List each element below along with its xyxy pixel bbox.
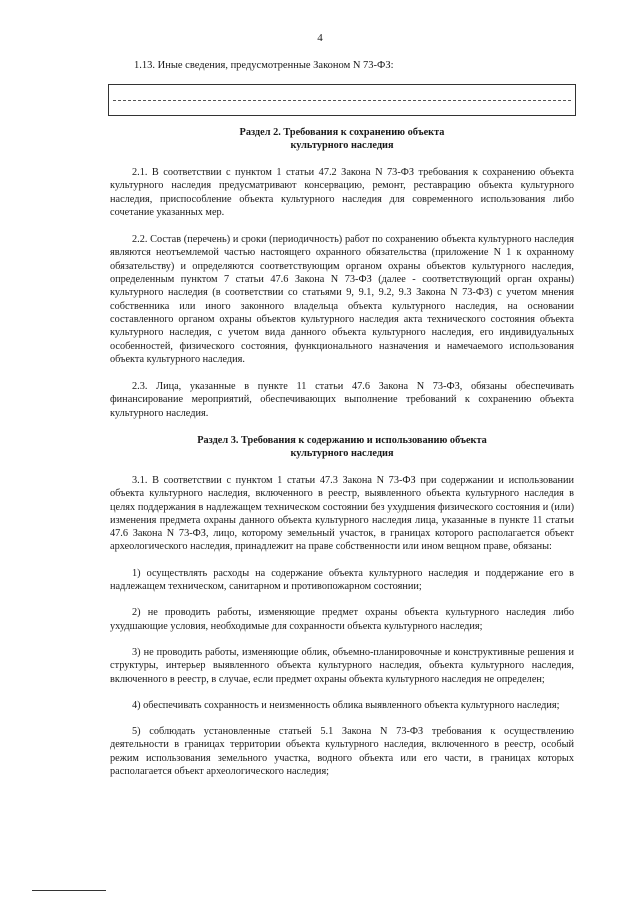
page-number: 4: [317, 32, 323, 44]
footnote-separator: [32, 890, 106, 891]
section-2-heading: Раздел 2. Требования к сохранению объекта культурного наследия: [239, 127, 445, 152]
section-3-body: [110, 474, 574, 778]
other-info-field[interactable]: [108, 84, 576, 116]
section-2: [110, 126, 574, 153]
list-item-3: 3) не проводить работы, изменяющие облик, объемно-планировочные и конструктивные решения и структуры, интерьер выявленного объекта культурного наследия, объекта культурного наследия, включенного в реестр, в случае, если предмет охраны объекта культурного наследия не определен;: [110, 646, 574, 685]
paragraph-2-2: 2.2. Состав (перечень) и сроки (периодичность) работ по сохранению объекта культурного наследия являются неотъемлемой частью настоящего охранного обязательства (приложение N 1 к охранному обязательству) и определяются соответствующим органом охраны объектов культурного наследия, определенным пунктом 7 статьи 47.6 Закона N 73-ФЗ (далее - соответствующий орган охраны) культурного наследия (в соответствии со статьями 9, 9.1, 9.2, 9.3 Закона N 73-ФЗ) с учетом мнения собственника или иного законного владельца объекта культурного наследия, на основании составленного органом охраны объектов культурного наследия акта технического состояния объекта культурного наследия, с учетом вида данного объекта культурного наследия, его индивидуальных особенностей, физического состояния, функционального назначения и намечаемого использования объекта культурного наследия.: [110, 234, 574, 365]
section-2-body: [110, 166, 574, 420]
section-3-heading: Раздел 3. Требования к содержанию и использованию объекта культурного наследия: [197, 435, 487, 460]
section-3: [110, 434, 574, 461]
paragraph-3-1: 3.1. В соответствии с пунктом 1 статьи 47.3 Закона N 73-ФЗ при содержании и использовании объекта культурного наследия, включенного в реестр, выявленного объекта культурного наследия в целях поддержания в надлежащем техническом состоянии без ухудшения физического состояния и (или) изменения предмета охраны данного объекта культурного наследия лица, указанные в пункте 11 статьи 47.6 Закона N 73-ФЗ, лицо, которому земельный участок, в границах которого располагается объект археологического наследия, принадлежит на праве собственности или ином вещном праве, обязаны:: [110, 475, 574, 553]
paragraph-2-3: 2.3. Лица, указанные в пункте 11 статьи 47.6 Закона N 73-ФЗ, обязаны обеспечивать финансирование мероприятий, обеспечивающих выполнение требований к сохранению объекта культурного наследия.: [110, 381, 574, 419]
field-dashed-line: [113, 100, 571, 101]
list-item-4: 4) обеспечивать сохранность и неизменность облика выявленного объекта культурного наследия;: [132, 699, 560, 711]
list-item-2: 2) не проводить работы, изменяющие предмет охраны объекта культурного наследия либо ухудшающие условия, необходимые для сохранности объекта культурного наследия;: [110, 607, 574, 632]
field-label-1-13: 1.13. Иные сведения, предусмотренные Законом N 73-ФЗ:: [134, 60, 394, 71]
list-item-1: 1) осуществлять расходы на содержание объекта культурного наследия и поддержание его в надлежащем техническом, санитарном и противопожарном состоянии;: [110, 567, 574, 593]
list-item-5: 5) соблюдать установленные статьей 5.1 Закона N 73-ФЗ требования к осуществлению деятельности в границах территории объекта культурного наследия, включенного в реестр, особый режим использования земельного участка, водного объекта или его части, в границах которых располагается объект археологического наследия;: [110, 726, 574, 778]
paragraph-2-1: 2.1. В соответствии с пунктом 1 статьи 47.2 Закона N 73-ФЗ требования к сохранению объекта культурного наследия предусматривают консервацию, ремонт, реставрацию объекта культурного наследия, приспособление объекта культурного наследия для современного использования либо сочетание указанных мер.: [110, 167, 574, 218]
